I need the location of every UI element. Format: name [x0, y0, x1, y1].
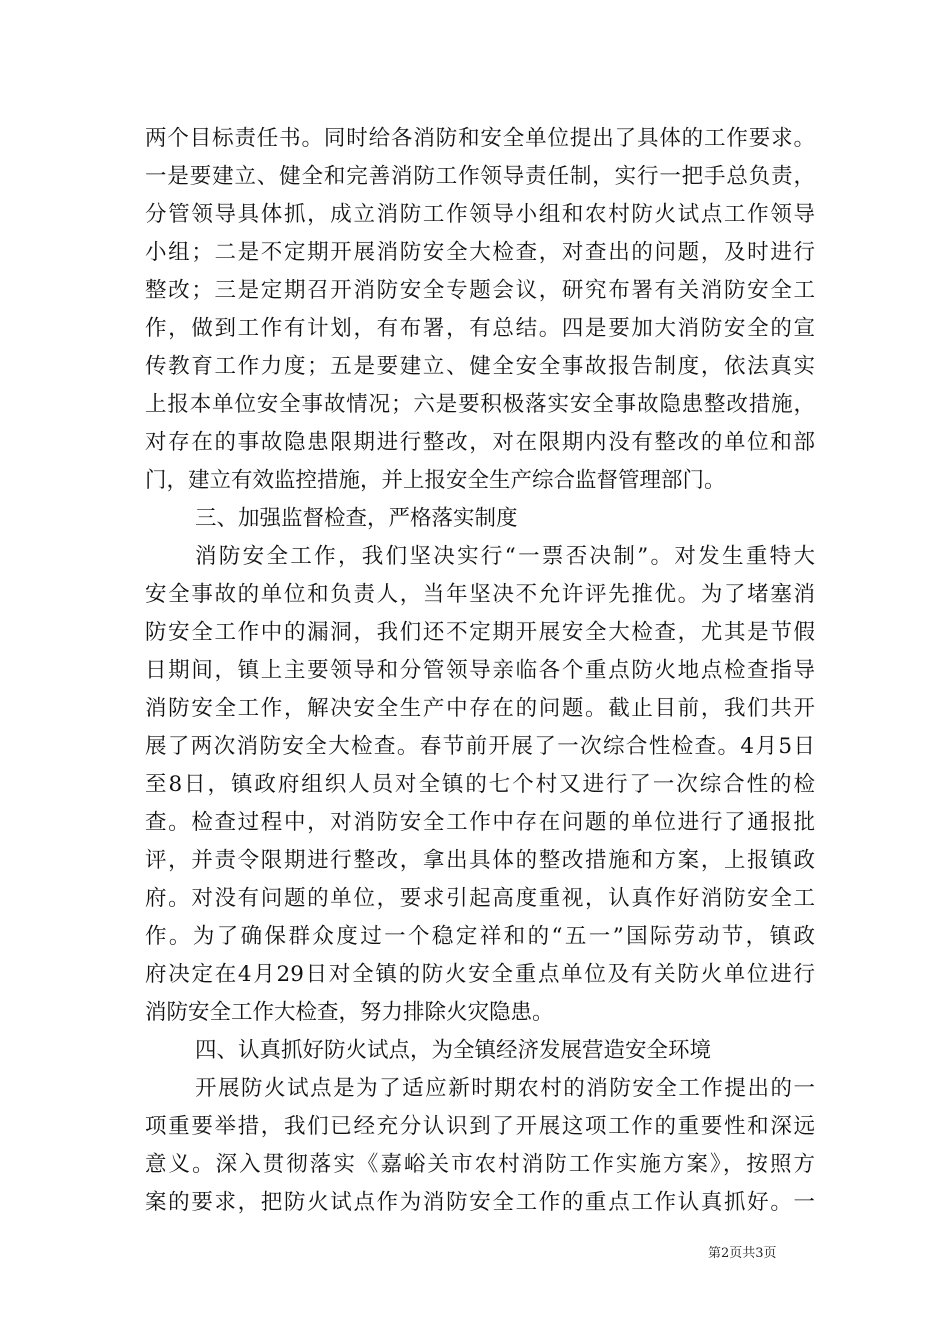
- body-line: 防安全工作中的漏洞，我们还不定期开展安全大检查，尤其是节假: [145, 620, 815, 645]
- body-line: 传教育工作力度；五是要建立、健全安全事故报告制度，依法真实: [145, 354, 815, 379]
- body-line: 案的要求，把防火试点作为消防安全工作的重点工作认真抓好。一: [145, 1190, 815, 1215]
- body-line: 分管领导具体抓，成立消防工作领导小组和农村防火试点工作领导: [145, 202, 815, 227]
- body-line: 安全事故的单位和负责人，当年坚决不允许评先推优。为了堵塞消: [145, 582, 815, 607]
- body-line: 府决定在4月29日对全镇的防火安全重点单位及有关防火单位进行: [145, 962, 815, 987]
- body-line: 两个目标责任书。同时给各消防和安全单位提出了具体的工作要求。: [145, 126, 815, 151]
- body-line: 对存在的事故隐患限期进行整改，对在限期内没有整改的单位和部: [145, 430, 815, 455]
- body-line: 消防安全工作，解决安全生产中存在的问题。截止目前，我们共开: [145, 696, 815, 721]
- body-line: 评，并责令限期进行整改，拿出具体的整改措施和方案，上报镇政: [145, 848, 815, 873]
- body-line: 意义。深入贯彻落实《嘉峪关市农村消防工作实施方案》，按照方: [145, 1152, 815, 1177]
- page-number: 第2页共3页: [708, 1246, 777, 1261]
- body-line: 开展防火试点是为了适应新时期农村的消防安全工作提出的一: [195, 1076, 815, 1101]
- body-line: 小组；二是不定期开展消防安全大检查，对查出的问题，及时进行: [145, 240, 815, 265]
- body-line: 门，建立有效监控措施，并上报安全生产综合监督管理部门。: [145, 468, 726, 493]
- body-line: 上报本单位安全事故情况；六是要积极落实安全事故隐患整改措施，: [145, 392, 815, 417]
- body-line: 项重要举措，我们已经充分认识到了开展这项工作的重要性和深远: [145, 1114, 815, 1139]
- body-line: 消防安全工作大检查，努力排除火灾隐患。: [145, 1000, 554, 1025]
- body-line: 消防安全工作，我们坚决实行“一票否决制”。对发生重特大: [195, 544, 815, 569]
- body-line: 作。为了确保群众度过一个稳定祥和的“五一”国际劳动节，镇政: [145, 924, 815, 949]
- body-line: 日期间，镇上主要领导和分管领导亲临各个重点防火地点检查指导: [145, 658, 815, 683]
- section-heading: 四、认真抓好防火试点，为全镇经济发展营造安全环境: [195, 1038, 712, 1063]
- body-line: 至8日，镇政府组织人员对全镇的七个村又进行了一次综合性的检: [145, 772, 815, 797]
- body-line: 查。检查过程中，对消防安全工作中存在问题的单位进行了通报批: [145, 810, 815, 835]
- body-line: 作，做到工作有计划，有布署，有总结。四是要加大消防安全的宣: [145, 316, 815, 341]
- body-line: 整改；三是定期召开消防安全专题会议，研究布署有关消防安全工: [145, 278, 815, 303]
- body-line: 展了两次消防安全大检查。春节前开展了一次综合性检查。4月5日: [145, 734, 815, 759]
- body-line: 府。对没有问题的单位，要求引起高度重视，认真作好消防安全工: [145, 886, 815, 911]
- body-line: 一是要建立、健全和完善消防工作领导责任制，实行一把手总负责，: [145, 164, 815, 189]
- section-heading: 三、加强监督检查，严格落实制度: [195, 506, 518, 531]
